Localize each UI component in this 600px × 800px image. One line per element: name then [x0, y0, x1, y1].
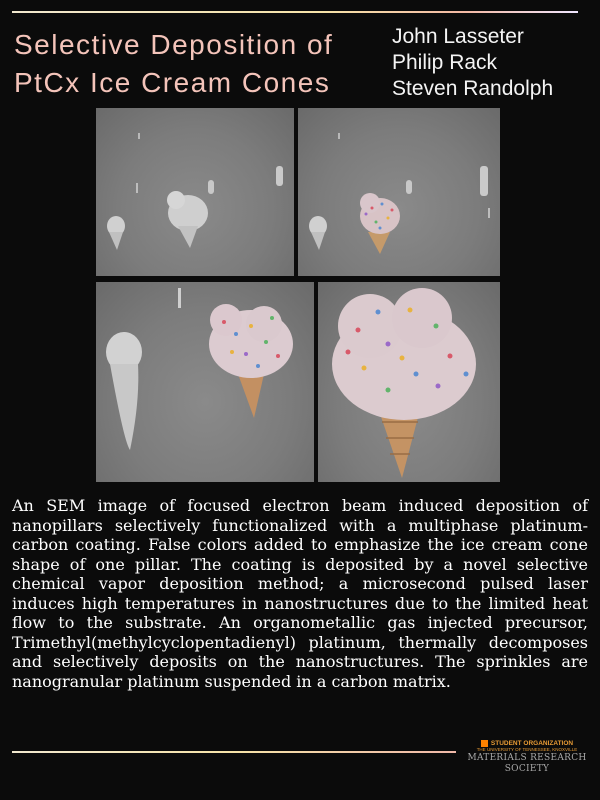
- author-list: [392, 24, 592, 102]
- sem-image-ice-cream-cone-closeup: [318, 282, 500, 482]
- poster-title: [14, 26, 394, 102]
- title-line-1: Selective Deposition of: [14, 29, 334, 60]
- author-name: Steven Randolph: [392, 77, 554, 100]
- author-name: John Lasseter: [392, 25, 524, 48]
- poster-description: An SEM image of focused electron beam induced deposition of nanopillars selectively functionalized with a multiphase platinum-carbon coating. False colors added to emphasize the ice cream cone shape of one pillar. The coating is deposited by a novel selective chemical vapor deposition method; a microsecond pulsed laser induces high temperatures in nanostructures due to the limited heat flow to the substrate. An organometallic gas injected precursor, Trimethyl(methylcyclopentadienyl) platinum, thermally decomposes and selectively deposits on the nanostructures. The sprinkles are nanogranular platinum suspended in a carbon matrix.: [12, 496, 588, 691]
- org-header: [462, 740, 592, 747]
- title-line-2: PtCx Ice Cream Cones: [14, 67, 331, 98]
- sem-image-overview-colored: [298, 108, 500, 276]
- sem-image-overview-grey: [96, 108, 294, 276]
- sem-image-closeup-side-by-side: [96, 282, 314, 482]
- ut-square-icon: [481, 740, 488, 747]
- author-name: Philip Rack: [392, 51, 498, 74]
- org-name-line-1: MATERIALS RESEARCH: [467, 753, 587, 763]
- bottom-divider: [12, 751, 456, 753]
- org-subtitle: THE UNIVERSITY OF TENNESSEE, KNOXVILLE: [476, 747, 578, 752]
- organization-logo: [462, 740, 592, 775]
- org-title: STUDENT ORGANIZATION: [490, 740, 574, 747]
- org-name-line-2: SOCIETY: [504, 764, 550, 774]
- top-divider: [12, 11, 578, 13]
